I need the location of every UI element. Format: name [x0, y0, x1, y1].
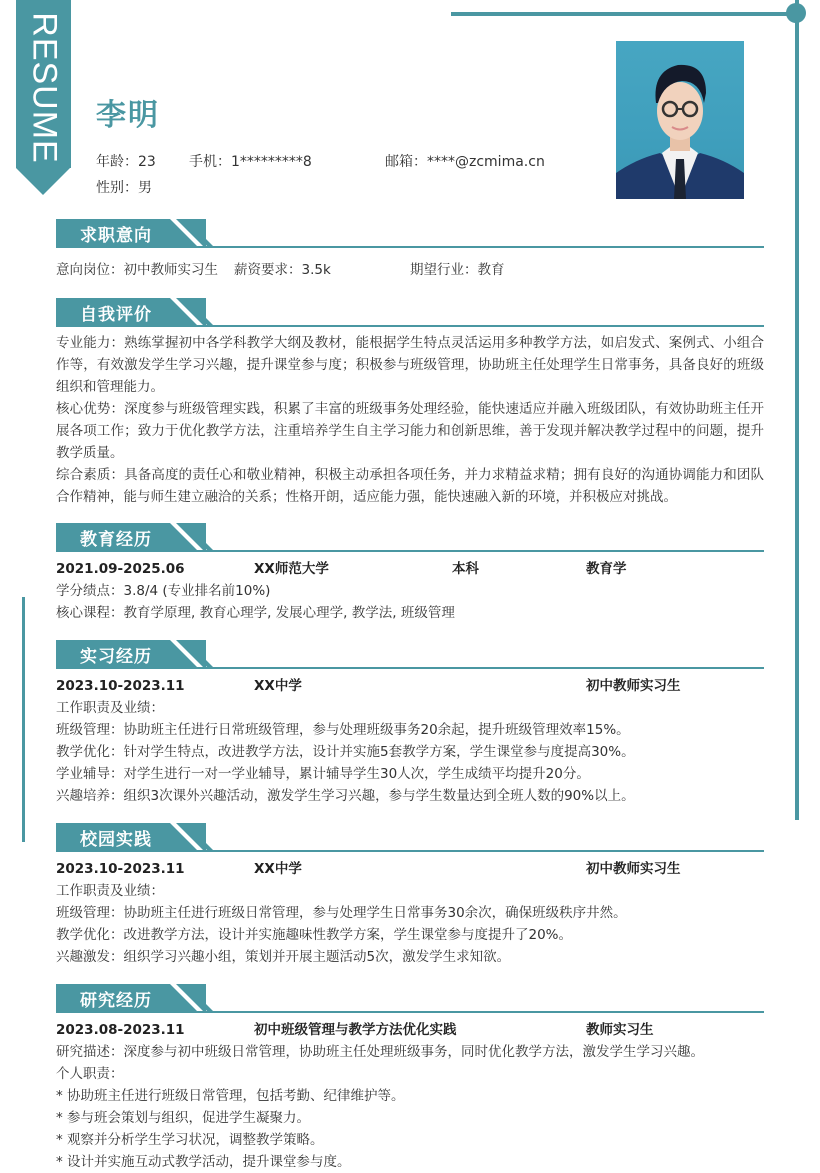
section-header	[56, 219, 764, 249]
education-major: 教育学	[586, 561, 627, 577]
research-period: 2023.08-2023.11	[56, 1022, 185, 1038]
research-line: 个人职责：	[56, 1066, 124, 1082]
section-divider	[56, 550, 764, 552]
education-period: 2021.09-2025.06	[56, 561, 185, 577]
section-self-evaluation	[56, 298, 764, 508]
email-field	[385, 151, 545, 171]
phone-value: 1*********8	[231, 154, 312, 170]
campus-details	[56, 880, 764, 968]
section-research	[56, 984, 764, 1173]
right-decorative-line	[795, 0, 799, 820]
research-line: * 协助班主任进行班级日常管理，包括考勤、纪律维护等。	[56, 1088, 405, 1104]
corner-dot	[786, 3, 806, 23]
research-details	[56, 1041, 764, 1173]
internship-line: 学业辅导：对学生进行一对一学业辅导，累计辅导学生30人次，学生成绩平均提升20分。	[56, 766, 590, 782]
internship-role: 初中教师实习生	[586, 678, 681, 694]
campus-line: 教学优化：改进教学方法，设计并实施趣味性教学方案，学生课堂参与度提升了20%。	[56, 927, 573, 943]
section-title: 研究经历	[80, 991, 152, 1011]
campus-period: 2023.10-2023.11	[56, 861, 185, 877]
internship-org: XX中学	[254, 678, 302, 694]
section-title: 自我评价	[80, 305, 152, 325]
internship-line: 兴趣培养：组织3次课外兴趣活动，激发学生学习兴趣，参与学生数量达到全班人数的90%以上。	[56, 788, 635, 804]
section-divider	[56, 850, 764, 852]
section-campus-practice	[56, 823, 764, 968]
diagonal-stripes-icon	[156, 823, 206, 851]
education-details	[56, 580, 764, 624]
section-header	[56, 523, 764, 553]
section-header	[56, 984, 764, 1014]
campus-org: XX中学	[254, 861, 302, 877]
section-education	[56, 523, 764, 624]
campus-line: 工作职责及业绩：	[56, 883, 164, 899]
self-eval-body	[56, 332, 764, 508]
age-field	[96, 151, 189, 171]
research-line: * 参与班会策划与组织，促进学生凝聚力。	[56, 1110, 311, 1126]
education-degree: 本科	[452, 561, 479, 577]
education-courses: 核心课程：教育学原理, 教育心理学, 发展心理学, 教学法, 班级管理	[56, 605, 455, 621]
diagonal-stripes-icon	[156, 984, 206, 1012]
research-line: * 观察并分析学生学习状况，调整教学策略。	[56, 1132, 324, 1148]
top-decorative-line	[451, 12, 797, 16]
section-divider	[56, 246, 764, 248]
campus-line: 兴趣激发：组织学习兴趣小组，策划并开展主题活动5次，激发学生求知欲。	[56, 949, 511, 965]
section-title: 实习经历	[80, 647, 152, 667]
age-value: 23	[138, 154, 156, 170]
gender-row	[96, 177, 152, 197]
intent-salary: 薪资要求：3.5k	[234, 262, 331, 278]
gender-label: 性别：	[96, 180, 138, 196]
research-line: * 设计并实施互动式教学活动，提升课堂参与度。	[56, 1154, 351, 1170]
education-gpa: 学分绩点：3.8/4 (专业排名前10%)	[56, 583, 271, 599]
research-project: 初中班级管理与教学方法优化实践	[254, 1022, 457, 1038]
education-entry-header	[56, 558, 764, 580]
campus-line: 班级管理：协助班主任进行班级日常管理，参与处理学生日常事务30余次，确保班级秩序井然。	[56, 905, 627, 921]
internship-line: 工作职责及业绩：	[56, 700, 164, 716]
internship-line: 班级管理：协助班主任进行日常班级管理，参与处理班级事务20余起，提升班级管理效率15%。	[56, 722, 630, 738]
internship-line: 教学优化：针对学生特点，改进教学方法，设计并实施5套教学方案，学生课堂参与度提高30%。	[56, 744, 635, 760]
self-eval-paragraph: 综合素质：具备高度的责任心和敬业精神，积极主动承担各项任务，并力求精益求精；拥有良好的沟通协调能力和团队合作精神，能与师生建立融洽的关系；性格开朗，适应能力强，能快速融入新的环境，并积极应对挑战。	[56, 467, 764, 505]
contact-row	[96, 151, 545, 171]
diagonal-stripes-icon	[156, 219, 206, 247]
phone-label: 手机：	[189, 154, 231, 170]
phone-field	[189, 151, 385, 171]
internship-period: 2023.10-2023.11	[56, 678, 185, 694]
diagonal-stripes-icon	[156, 298, 206, 326]
email-label: 邮箱：	[385, 154, 427, 170]
diagonal-stripes-icon	[156, 640, 206, 668]
portrait-illustration	[616, 41, 744, 199]
intent-row	[56, 259, 764, 283]
self-eval-paragraph: 专业能力：熟练掌握初中各学科教学大纲及教材，能根据学生特点灵活运用多种教学方法，如启发式、案例式、小组合作等，有效激发学生学习兴趣，提升课堂参与度；积极参与班级管理，协助班主任处理学生日常事务，具备良好的班级组织和管理能力。	[56, 335, 764, 395]
candidate-name: 李明	[96, 98, 160, 133]
email-value: ****@zcmima.cn	[427, 154, 545, 170]
self-eval-paragraph: 核心优势：深度参与班级管理实践，积累了丰富的班级事务处理经验，能快速适应并融入班级团队，有效协助班主任开展各项工作；致力于优化教学方法，注重培养学生自主学习能力和创新思维，善于发现并解决教学过程中的问题，提升教学质量。	[56, 401, 764, 461]
gender-value: 男	[138, 180, 152, 196]
left-decorative-line	[22, 597, 25, 842]
section-header	[56, 298, 764, 328]
section-divider	[56, 667, 764, 669]
campus-role: 初中教师实习生	[586, 861, 681, 877]
section-title: 求职意向	[80, 226, 152, 246]
section-header	[56, 823, 764, 853]
internship-details	[56, 697, 764, 807]
section-header	[56, 640, 764, 670]
research-role: 教师实习生	[586, 1022, 654, 1038]
section-title: 教育经历	[80, 530, 152, 550]
intent-industry: 期望行业：教育	[410, 262, 505, 278]
section-job-intent	[56, 219, 764, 283]
research-line: 研究描述：深度参与初中班级日常管理，协助班主任处理班级事务，同时优化教学方法，激发学生学习兴趣。	[56, 1044, 704, 1060]
intent-position: 意向岗位：初中教师实习生	[56, 262, 218, 278]
education-school: XX师范大学	[254, 561, 329, 577]
section-title: 校园实践	[80, 830, 152, 850]
research-entry-header	[56, 1019, 764, 1041]
diagonal-stripes-icon	[156, 523, 206, 551]
portrait-photo	[616, 41, 744, 199]
ribbon-label: RESUME	[25, 12, 64, 164]
age-label: 年龄：	[96, 154, 138, 170]
section-divider	[56, 325, 764, 327]
campus-entry-header	[56, 858, 764, 880]
ribbon-tip	[16, 168, 70, 195]
resume-ribbon	[16, 0, 71, 195]
section-internship	[56, 640, 764, 807]
internship-entry-header	[56, 675, 764, 697]
section-divider	[56, 1011, 764, 1013]
